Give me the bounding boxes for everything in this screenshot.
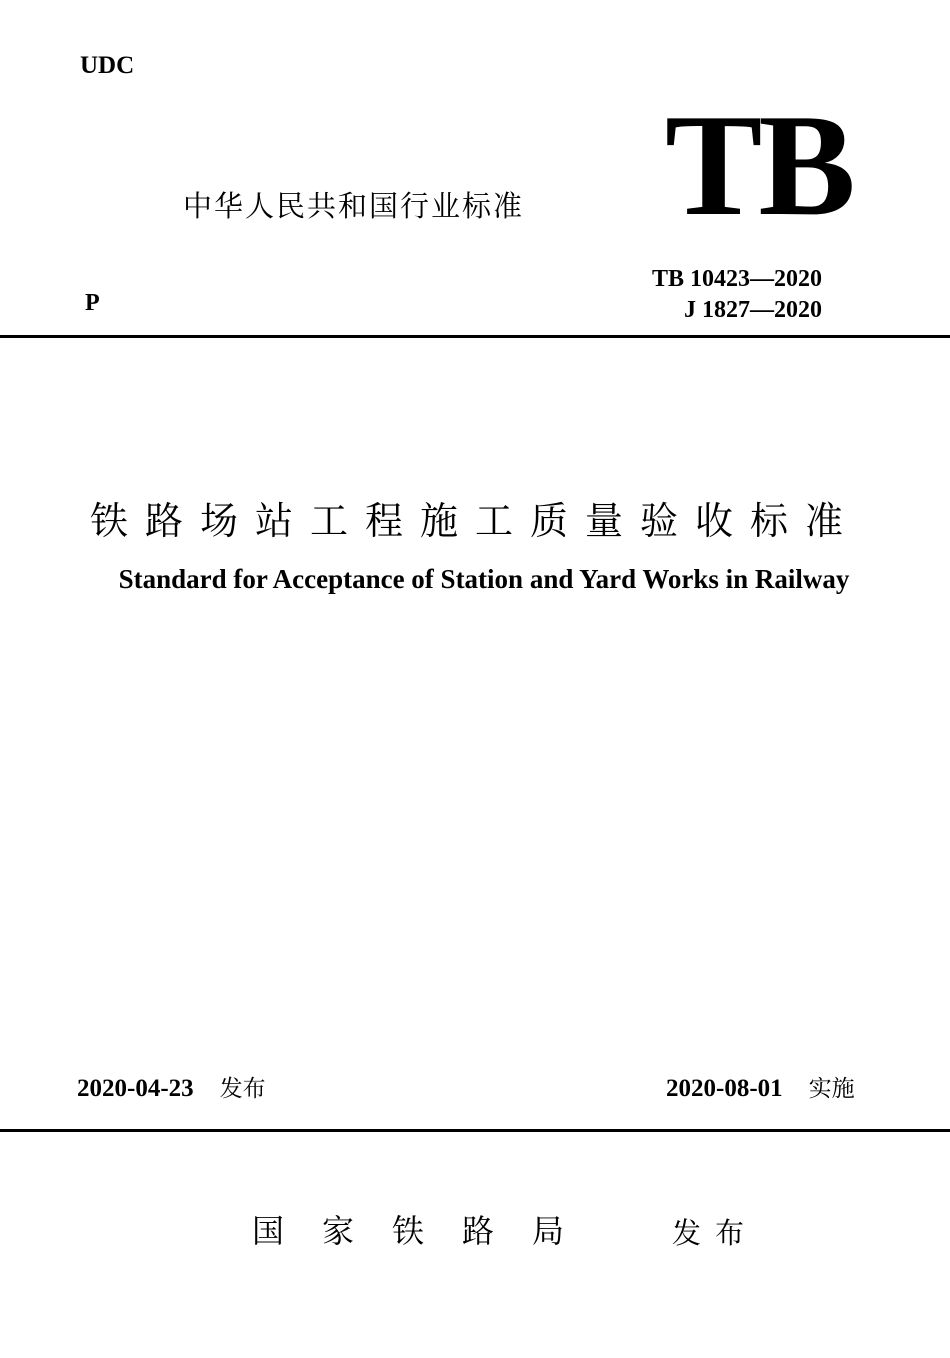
top-divider (0, 335, 950, 338)
effective-date-row (666, 1070, 855, 1103)
tb-logo: TB (665, 84, 852, 246)
standard-numbers (652, 264, 822, 326)
bottom-divider (0, 1129, 950, 1132)
issue-date: 2020-04-23 (77, 1075, 194, 1102)
issue-date-row (77, 1070, 266, 1103)
publish-label: 发布 (672, 1216, 759, 1250)
standard-number-j: J 1827—2020 (684, 297, 822, 323)
document-title-english: Standard for Acceptance of Station and Yard Works in Railway (118, 564, 850, 594)
issue-label: 发布 (219, 1076, 266, 1102)
document-title-chinese: 铁路场站工程施工质量验收标准 (89, 499, 860, 543)
standard-number-tb: TB 10423—2020 (651, 266, 822, 292)
udc-label: UDC (80, 52, 135, 79)
classification-code: P (85, 290, 100, 316)
publisher-name: 国家铁路局 (252, 1212, 603, 1250)
effective-date: 2020-08-01 (666, 1075, 783, 1102)
effective-label: 实施 (808, 1076, 855, 1102)
industry-standard-heading: 中华人民共和国行业标准 (183, 189, 525, 223)
